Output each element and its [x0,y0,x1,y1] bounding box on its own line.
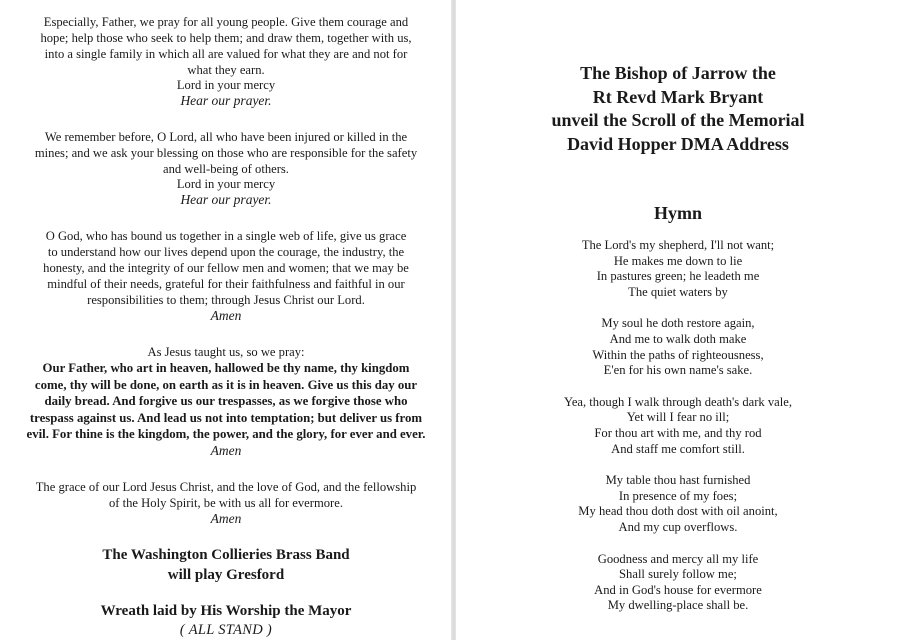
wreath-notice [16,601,436,639]
lords-prayer-line: daily bread. And forgive us our trespasses, as we forgive those who [44,394,408,409]
hymn-line: The quiet waters by [628,284,728,299]
hymn-line: In pastures green; he leadeth me [596,269,760,284]
hymn-line: My dwelling-place shall be. [607,598,749,613]
prayer-line: into a single family in which all are valued for what they are and not for [44,47,408,61]
hymn-line: For thou art with me, and thy rod [594,425,762,440]
hymn-stanza [476,473,880,535]
hymn-heading: Hymn [653,203,702,223]
hymn-line: My table thou hast furnished [605,473,751,488]
prayer-young-people [16,14,436,109]
amen: Amen [210,510,242,526]
wreath-heading: Wreath laid by His Worship the Mayor [100,602,352,619]
lords-prayer-line: come, thy will be done, on earth as it is in heaven. Give us this day our [34,377,418,392]
hymn-text [476,238,880,614]
lords-prayer-line: trespass against us. And lead us not into temptation; but deliver us from [29,410,423,425]
hymn-line: Yea, though I walk through death's dark vale, [564,394,792,409]
response-line: Lord in your mercy [176,78,276,92]
title-line: David Hopper DMA Address [567,133,789,154]
amen: Amen [210,442,242,458]
band-heading: will play Gresford [167,566,285,583]
prayer-line: mindful of their needs, grateful for their faithfulness and faithful in our [47,277,405,291]
right-page [456,0,900,640]
prayer-line: responsibilities to them; through Jesus Christ our Lord. [87,293,365,307]
grace-line: of the Holy Spirit, be with us all for evermore. [109,495,343,510]
hymn-line: My soul he doth restore again, [601,316,755,331]
hymn-line: And my cup overflows. [618,519,738,534]
hymn-line: And staff me comfort still. [611,441,745,456]
lords-prayer-intro: As Jesus taught us, so we pray: [147,345,305,359]
prayer-line: O God, who has bound us together in a single web of life, give us grace [45,229,407,243]
hymn-stanza [476,316,880,378]
prayer-mines [16,129,436,208]
prayer-web-of-life [16,228,436,324]
response-line: Lord in your mercy [176,177,276,191]
hymn-stanza [476,552,880,614]
band-heading: The Washington Collieries Brass Band [102,546,350,563]
prayer-line: hope; help those who seek to help them; and draw them, together with us, [40,31,412,45]
ceremony-title [476,62,880,156]
response-answer: Hear our prayer. [180,192,272,207]
prayer-line: to understand how our lives depend upon the courage, the industry, the [47,245,405,259]
hymn-line: And in God's house for evermore [594,582,762,597]
grace-line: The grace of our Lord Jesus Christ, and the love of God, and the fellowship [35,479,417,494]
title-line: Rt Revd Mark Bryant [592,86,764,107]
lords-prayer-line: evil. For thine is the kingdom, the power, and the glory, for ever and ever. [26,427,426,442]
prayer-line: Especially, Father, we pray for all young people. Give them courage and [43,15,409,29]
amen: Amen [210,308,242,323]
hymn-line: E'en for his own name's sake. [603,363,753,378]
hymn-line: The Lord's my shepherd, I'll not want; [581,238,775,252]
hymn-line: And me to walk doth make [609,331,747,346]
prayer-line: honesty, and the integrity of our fellow men and women; that we may be [43,261,409,275]
title-line: unveil the Scroll of the Memorial [551,110,805,130]
hymn-line: Within the paths of righteousness, [592,347,764,362]
response-answer: Hear our prayer. [180,93,272,108]
hymn-line: Goodness and mercy all my life [597,551,759,566]
prayer-line: and well-being of others. [163,162,289,176]
prayer-line: mines; and we ask your blessing on those who are responsible for the safety [34,146,418,160]
hymn-line: He makes me down to lie [613,253,743,268]
all-stand-instruction: ( ALL STAND ) [179,621,273,638]
lords-prayer-line: Our Father, who art in heaven, hallowed be thy name, thy kingdom [42,361,410,375]
grace [16,479,436,527]
prayer-line: what they earn. [187,63,265,77]
lords-prayer [16,344,436,459]
hymn-line: In presence of my foes; [618,488,738,503]
prayer-line: We remember before, O Lord, all who have been injured or killed in the [44,130,408,144]
title-line: The Bishop of Jarrow the [580,63,776,83]
hymn-line: Shall surely follow me; [619,567,737,582]
brass-band-notice [16,545,436,585]
hymn-line: My head thou doth dost with oil anoint, [578,504,778,519]
hymn-stanza [476,238,880,300]
hymn-stanza [476,395,880,457]
hymn-line: Yet will I fear no ill; [626,410,730,425]
